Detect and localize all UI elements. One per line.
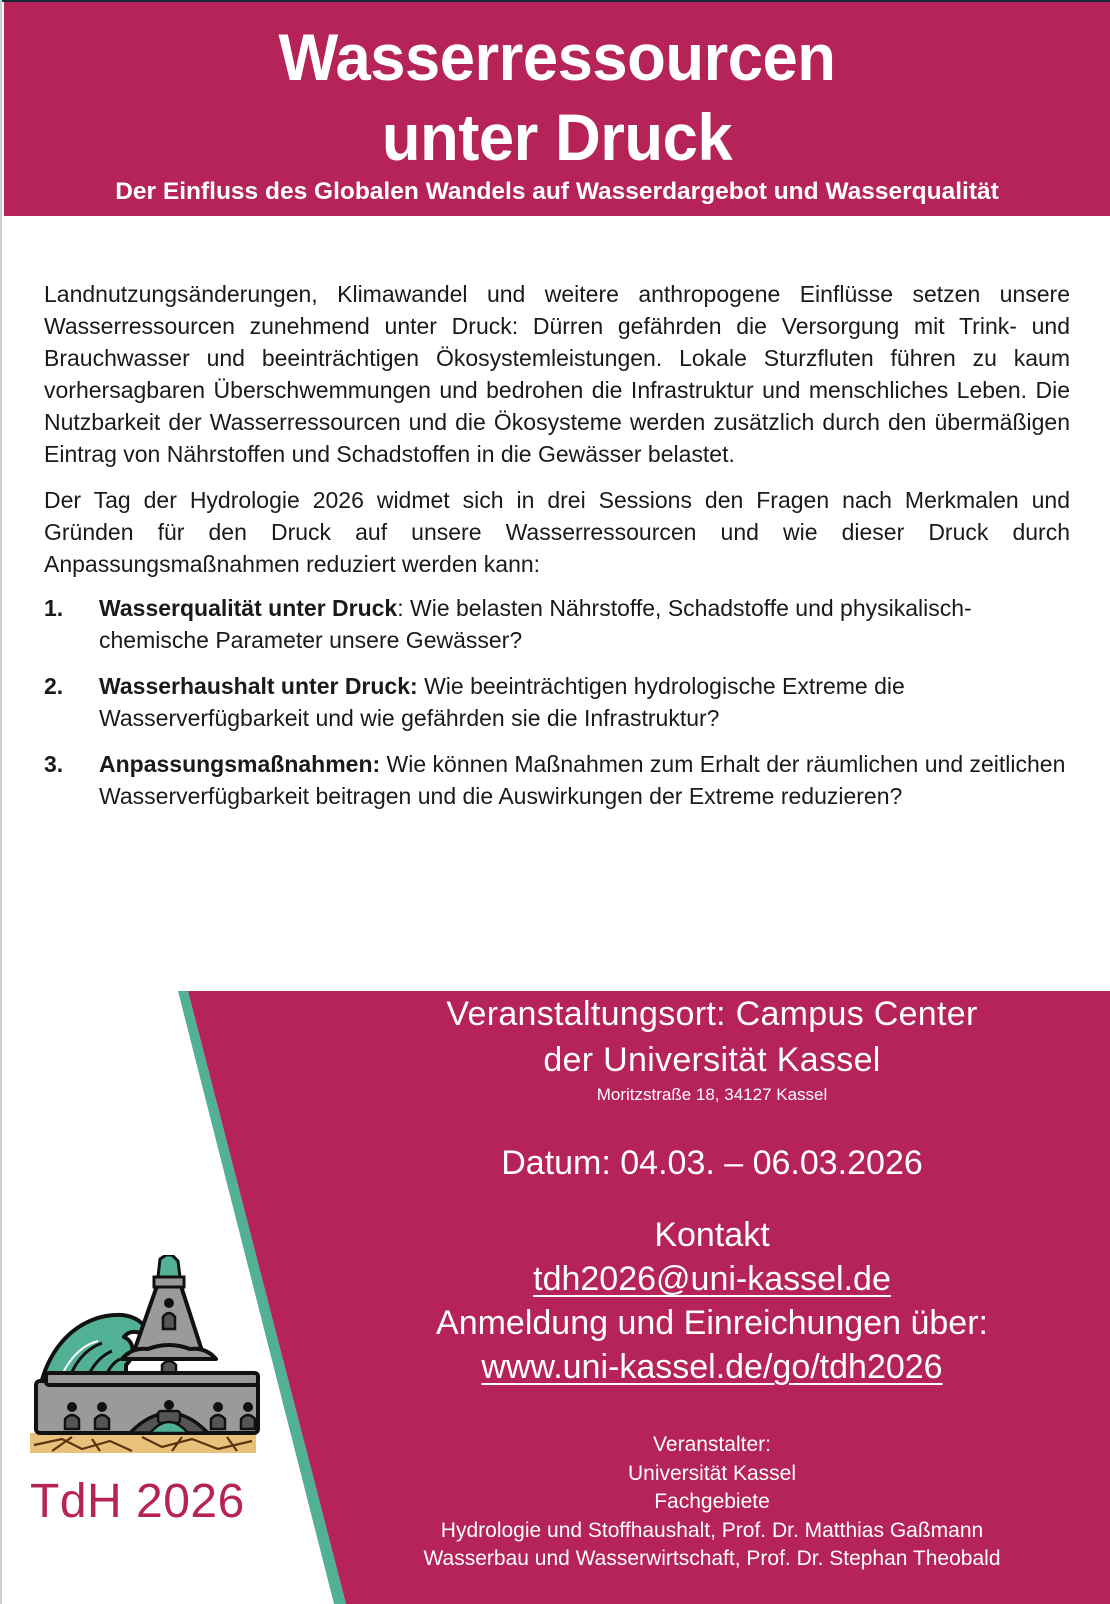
page-subtitle: Der Einfluss des Globalen Wandels auf Wasserdargebot und Wasserqualität (115, 178, 999, 205)
logo-text: TdH 2026 (30, 1475, 245, 1528)
intro-paragraph-1: Landnutzungsänderungen, Klimawandel und weitere anthropogene Einflüsse setzen unsere Wasserressourcen zunehmend unter Druck: Dürren gefährden die Versorgung mit Trink- und Brauchwasser und beeinträchtigen Ökosystemleistungen. Lokale Sturzfluten führen zu kaum vorhersagbaren Überschwemmungen und bedrohen die Infrastruktur und menschliches Leben. Die Nutzbarkeit der Wasserressourcen und die Ökosysteme werden zusätzlich durch den übermäßigen Eintrag von Nährstoffen und Schadstoffen in die Gewässer belastet. (44, 281, 1070, 467)
page-title-line1: Wasserressourcen (278, 20, 836, 94)
hercules-monument-wave-icon (22, 1255, 272, 1475)
session-list (44, 592, 1070, 812)
registration-label: Anmeldung und Einreichungen über: (436, 1304, 988, 1342)
session-description: : Wie belasten Nährstoffe, Schadstoffe und physikalisch-chemische Parameter unsere Gewässer? (99, 595, 972, 653)
organizer-university: Universität Kassel (627, 1461, 797, 1485)
contact-heading: Kontakt (654, 1216, 770, 1254)
session-number: 3. (44, 751, 64, 777)
header-banner (4, 2, 1110, 216)
event-date: Datum: 04.03. – 06.03.2026 (501, 1144, 923, 1182)
organizer-departments-label: Fachgebiete (654, 1490, 770, 1513)
contact-email-link[interactable]: tdh2026@uni-kassel.de (533, 1260, 891, 1298)
venue-line-1: Veranstaltungsort: Campus Center (446, 995, 978, 1033)
registration-url-link[interactable]: www.uni-kassel.de/go/tdh2026 (481, 1348, 943, 1386)
event-info (342, 991, 1082, 1574)
session-number: 1. (44, 595, 64, 621)
page-title-line2: unter Druck (381, 100, 733, 174)
organizer-department-2: Wasserbau und Wasserwirtschaft, Prof. Dr. Stephan Theobald (423, 1547, 1001, 1570)
session-item (44, 592, 1070, 656)
organizer-block (342, 1431, 1082, 1574)
session-item (44, 748, 1070, 812)
session-title: Anpassungsmaßnahmen: (99, 751, 381, 777)
session-description: Wie können Maßnahmen zum Erhalt der räumlichen und zeitlichen Wasserverfügbarkeit beitragen und die Auswirkungen der Extreme reduzieren? (99, 751, 1066, 809)
session-item (44, 670, 1070, 734)
organizer-department-1: Hydrologie und Stoffhaushalt, Prof. Dr. Matthias Gaßmann (440, 1518, 984, 1542)
session-description: Wie beeinträchtigen hydrologische Extreme die Wasserverfügbarkeit und wie gefährden sie die Infrastruktur? (99, 673, 905, 731)
session-title: Wasserhaushalt unter Druck: (99, 673, 418, 699)
intro-section (44, 278, 1070, 826)
session-number: 2. (44, 673, 64, 699)
session-title: Wasserqualität unter Druck (99, 595, 398, 621)
intro-paragraph-2: Der Tag der Hydrologie 2026 widmet sich in drei Sessions den Fragen nach Merkmalen und Gründen für den Druck auf unsere Wasserressourcen und wie dieser Druck durch Anpassungsmaßnahmen reduziert werden kann: (44, 487, 1070, 577)
organizer-heading: Veranstalter: (653, 1433, 771, 1456)
venue-address: Moritzstraße 18, 34127 Kassel (596, 1085, 828, 1104)
venue-line-2: der Universität Kassel (543, 1041, 881, 1079)
